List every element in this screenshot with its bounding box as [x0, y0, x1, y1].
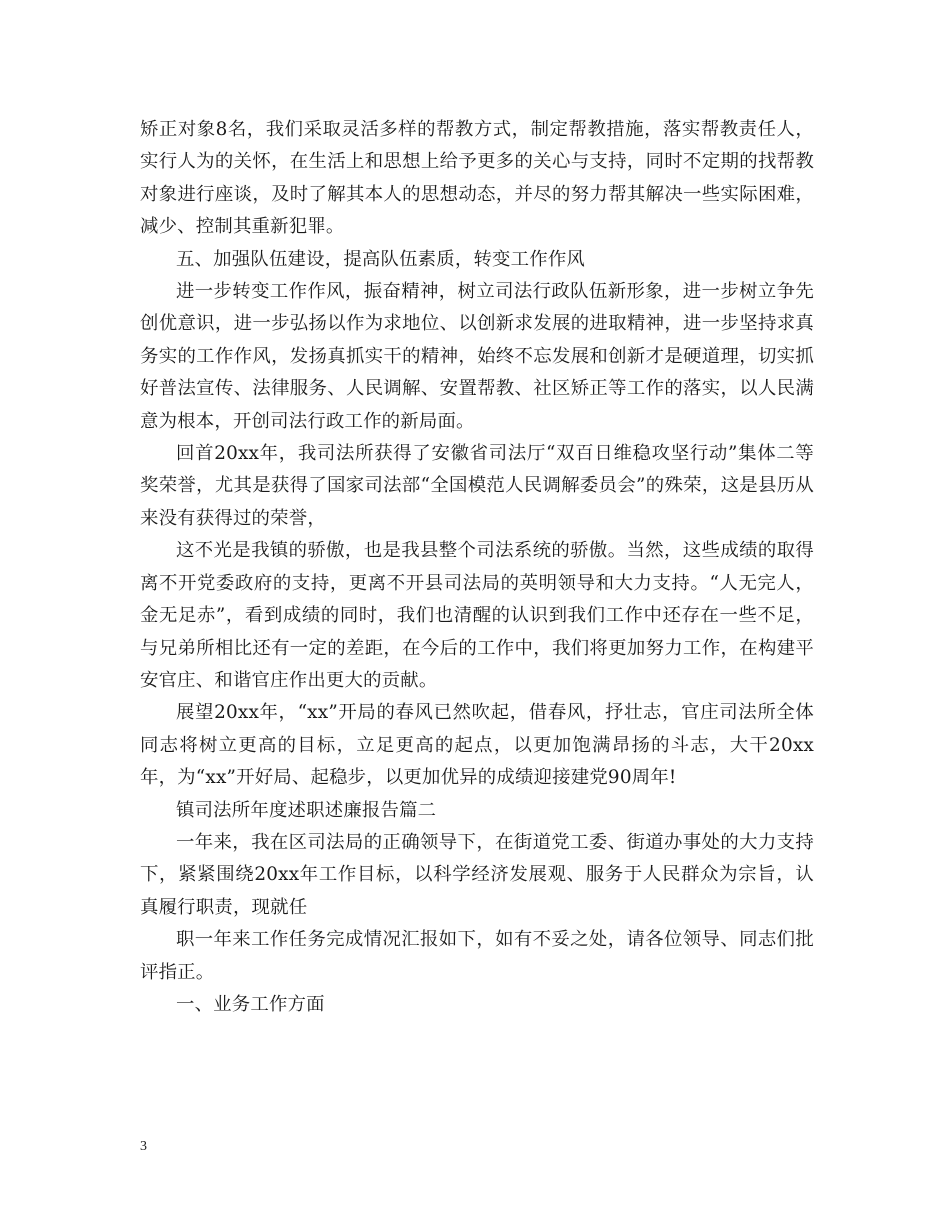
paragraph-7: 职一年来工作任务完成情况汇报如下，如有不妥之处，请各位领导、同志们批评指正。	[140, 929, 814, 983]
section-heading-1: 一、业务工作方面	[176, 993, 325, 1015]
section-heading-5: 五、加强队伍建设，提高队伍素质，转变工作作风	[176, 248, 585, 270]
paragraph-4: 这不光是我镇的骄傲，也是我县整个司法系统的骄傲。当然，这些成绩的取得离不开党委政府的支持，更离不开县司法局的英明领导和大力支持。“人无完人，金无足赤”，看到成绩的同时，我们也清醒的认识到我们工作中还存在一些不足，与兄弟所相比还有一定的差距，在今后的工作中，我们将更加努力工作，在构建平安官庄、和谐官庄作出更大的贡献。	[140, 540, 814, 691]
paragraph-6: 一年来，我在区司法局的正确领导下，在街道党工委、街道办事处的大力支持下，紧紧围绕20xx年工作目标，以科学经济发展观、服务于人民群众为宗旨，认真履行职责，现就任	[140, 831, 814, 918]
document-body	[140, 114, 814, 1021]
page-number: 3	[140, 1139, 147, 1154]
report-title-part-two: 镇司法所年度述职述廉报告篇二	[176, 799, 437, 821]
paragraph-2: 进一步转变工作作风，振奋精神，树立司法行政队伍新形象，进一步树立争先创优意识，进一步弘扬以作为求地位、以创新求发展的进取精神，进一步坚持求真务实的工作作风，发扬真抓实干的精神，始终不忘发展和创新才是硬道理，切实抓好普法宣传、法律服务、人民调解、安置帮教、社区矫正等工作的落实，以人民满意为根本，开创司法行政工作的新局面。	[140, 281, 814, 432]
paragraph-1: 矫正对象8名，我们采取灵活多样的帮教方式，制定帮教措施，落实帮教责任人，实行人为的关怀，在生活上和思想上给予更多的关心与支持，同时不定期的找帮教对象进行座谈，及时了解其本人的思想动态，并尽的努力帮其解决一些实际困难，减少、控制其重新犯罪。	[140, 119, 814, 238]
paragraph-3: 回首20xx年，我司法所获得了安徽省司法厅“双百日维稳攻坚行动”集体二等奖荣誉，尤其是获得了国家司法部“全国模范人民调解委员会”的殊荣，这是县历从来没有获得过的荣誉，	[140, 443, 814, 529]
paragraph-5: 展望20xx年，“xx”开局的春风已然吹起，借春风，抒壮志，官庄司法所全体同志将树立更高的目标，立足更高的起点，以更加饱满昂扬的斗志，大干20xx年，为“xx”开好局、起稳步，以更加优异的成绩迎接建党90周年!	[140, 702, 814, 789]
